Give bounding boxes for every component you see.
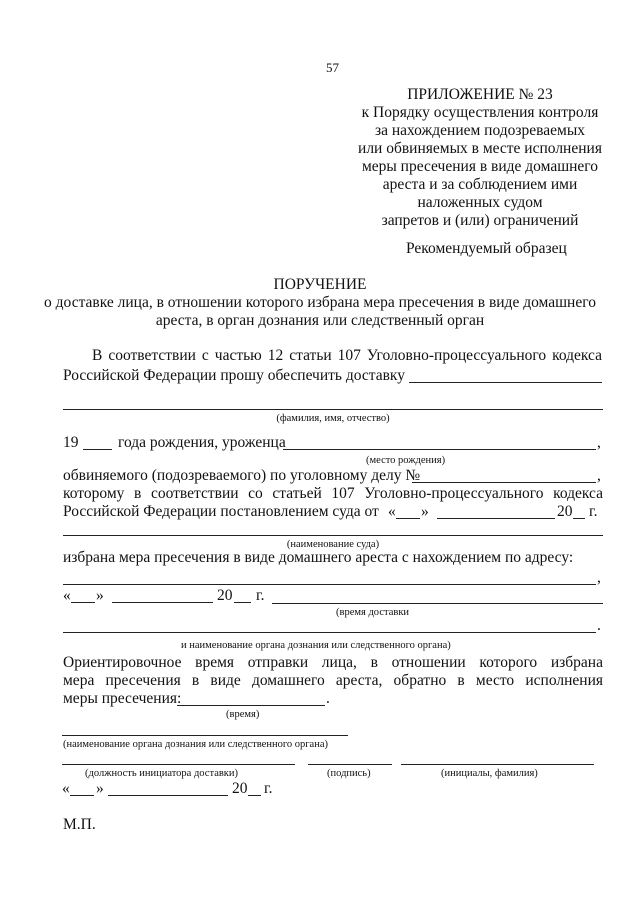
sign-month-blank[interactable] [108,795,228,796]
court-month-blank[interactable] [437,518,555,519]
recommended-sample: Рекомендуемый образец [406,240,567,257]
annex-line: меры пресечения в виде домашнего [361,158,599,175]
p1-line1: В соответствии с частью 12 статьи 107 Уголовно-процессуального кодекса [92,347,602,364]
year-suffix: г. [589,503,598,520]
page-number: 57 [326,60,339,75]
hint-birthplace: (место рождения) [366,455,446,466]
document-subtitle-2: ареста, в орган дознания или следственный орган [155,312,485,329]
court-year-blank[interactable] [573,518,585,519]
position-blank[interactable] [62,764,295,765]
hint-court: (наименование суда) [286,539,380,550]
sign-year-blank[interactable] [248,795,261,796]
court-name-blank[interactable] [63,535,603,536]
quote-open: « [62,780,70,797]
signature-blank[interactable] [308,764,392,765]
measure-text: избрана мера пресечения в виде домашнего ареста с нахождением по адресу: [63,549,574,566]
quote-close: » [421,503,429,520]
return-line1: Ориентировочное время отправки лица, в отношении которого избрана [63,654,603,671]
hint-fio: (фамилия, имя, отчество) [276,413,390,424]
hint-organ: (наименование органа дознания или следственного органа) [63,739,328,750]
annex-title: ПРИЛОЖЕНИЕ № 23 [407,86,553,103]
document-title: ПОРУЧЕНИЕ [273,276,367,293]
comma: , [597,569,601,586]
year-prefix: 20 [232,780,248,797]
year-suffix: г. [256,587,265,604]
address-blank[interactable] [63,584,596,585]
case-number-blank[interactable] [412,482,596,483]
hint-initials: (инициалы, фамилия) [441,768,538,779]
birth-year-prefix: 19 [63,434,79,451]
delivery-time-blank[interactable] [272,603,603,604]
annex-line: к Порядку осуществления контроля [361,104,599,121]
p1-line2: Российской Федерации прошу обеспечить доставку [63,367,405,384]
art-line1: которому в соответствии со статьей 107 Уголовно-процессуального кодекса [63,485,603,502]
annex-line: ареста и за соблюдением ими [382,176,578,193]
comma: , [597,467,601,484]
hint-signature: (подпись) [327,768,371,779]
annex-block [355,86,605,230]
delivery-day-blank[interactable] [71,602,95,603]
year-prefix: 20 [217,587,233,604]
annex-line: за нахождением подозреваемых [374,122,586,139]
birth-year-blank[interactable] [83,449,112,450]
stamp-place: М.П. [63,816,96,833]
return-line3: меры пресечения: [63,690,182,707]
delivery-month-blank[interactable] [112,602,213,603]
annex-line: наложенных судом [417,194,543,211]
return-line2: мера пресечения в виде домашнего ареста, обратно в место исполнения [63,672,603,689]
comma: , [597,434,601,451]
quote-close: » [96,780,104,797]
initials-blank[interactable] [401,764,594,765]
quote-close: » [96,587,104,604]
birth-text: года рождения, уроженца [118,434,286,451]
period: . [597,617,601,634]
hint-organ-cont: и наименование органа дознания или следственного органа) [181,640,451,651]
return-time-blank[interactable] [177,705,325,706]
fio-blank[interactable] [63,409,603,410]
delivery-organ-blank[interactable] [63,632,596,633]
annex-line: или обвиняемых в месте исполнения [358,140,602,157]
birthplace-blank[interactable] [283,449,596,450]
year-prefix: 20 [557,503,573,520]
hint-time: (время) [226,709,260,720]
court-day-blank[interactable] [396,518,420,519]
document-subtitle-1: о доставке лица, в отношении которого избрана мера пресечения в виде домашнего [44,294,596,311]
sign-day-blank[interactable] [70,795,94,796]
hint-position: (должность инициатора доставки) [85,768,239,779]
recipient-blank[interactable] [409,382,602,383]
organ-name-blank[interactable] [62,735,348,736]
quote-open: « [63,587,71,604]
year-suffix: г. [264,780,273,797]
annex-line: запретов и (или) ограничений [381,212,579,229]
hint-delivery-time: (время доставки [336,607,410,618]
period: . [326,690,330,707]
art-line2: Российской Федерации постановлением суда от [63,503,379,520]
delivery-year-blank[interactable] [234,602,251,603]
quote-open: « [388,503,396,520]
case-text: обвиняемого (подозреваемого) по уголовному делу № [63,467,421,484]
